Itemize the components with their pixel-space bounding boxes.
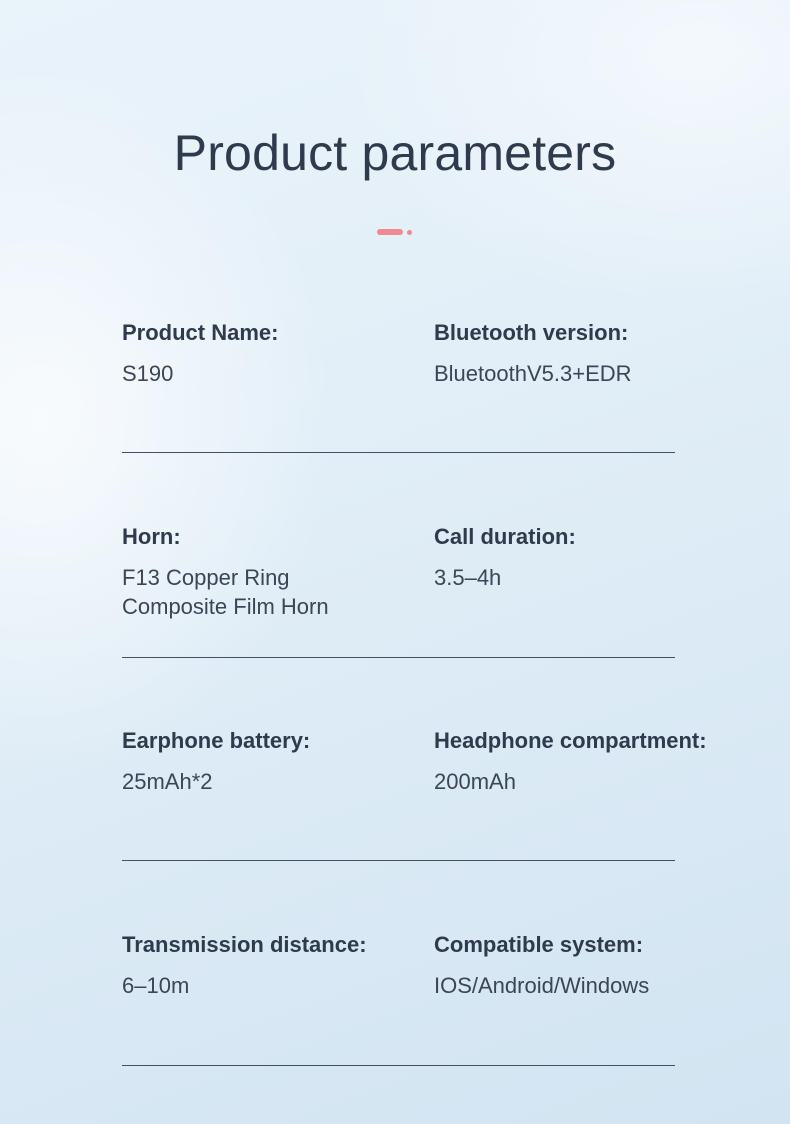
accent-dot [407, 230, 412, 235]
row-divider [122, 1065, 675, 1066]
param-transmission-distance [122, 931, 422, 1000]
row-divider [122, 452, 675, 453]
param-label: Bluetooth version: [434, 320, 629, 345]
param-label: Earphone battery: [122, 728, 311, 753]
param-value: 6–10m [122, 973, 190, 998]
param-value: 200mAh [434, 769, 516, 794]
param-label: Compatible system: [434, 932, 644, 957]
param-horn [122, 523, 372, 621]
param-label: Headphone compartment: [434, 728, 707, 753]
accent-dash [377, 229, 403, 235]
row-divider [122, 860, 675, 861]
param-compatible-system [434, 931, 754, 1000]
param-value: 3.5–4h [434, 565, 502, 590]
param-value: F13 Copper Ring Composite Film Horn [122, 565, 329, 619]
param-product-name [122, 319, 422, 388]
row-divider [122, 657, 675, 658]
param-label: Transmission distance: [122, 932, 367, 957]
param-earphone-battery [122, 727, 422, 796]
param-value: BluetoothV5.3+EDR [434, 361, 632, 386]
param-label: Product Name: [122, 320, 279, 345]
param-call-duration [434, 523, 754, 592]
param-bluetooth-version [434, 319, 754, 388]
page-title: Product parameters [173, 125, 617, 181]
param-label: Horn: [122, 524, 181, 549]
param-value: IOS/Android/Windows [434, 973, 650, 998]
param-headphone-compartment [434, 727, 754, 796]
title-accent-decoration [377, 229, 417, 235]
param-label: Call duration: [434, 524, 576, 549]
param-value: S190 [122, 361, 174, 386]
param-value: 25mAh*2 [122, 769, 213, 794]
